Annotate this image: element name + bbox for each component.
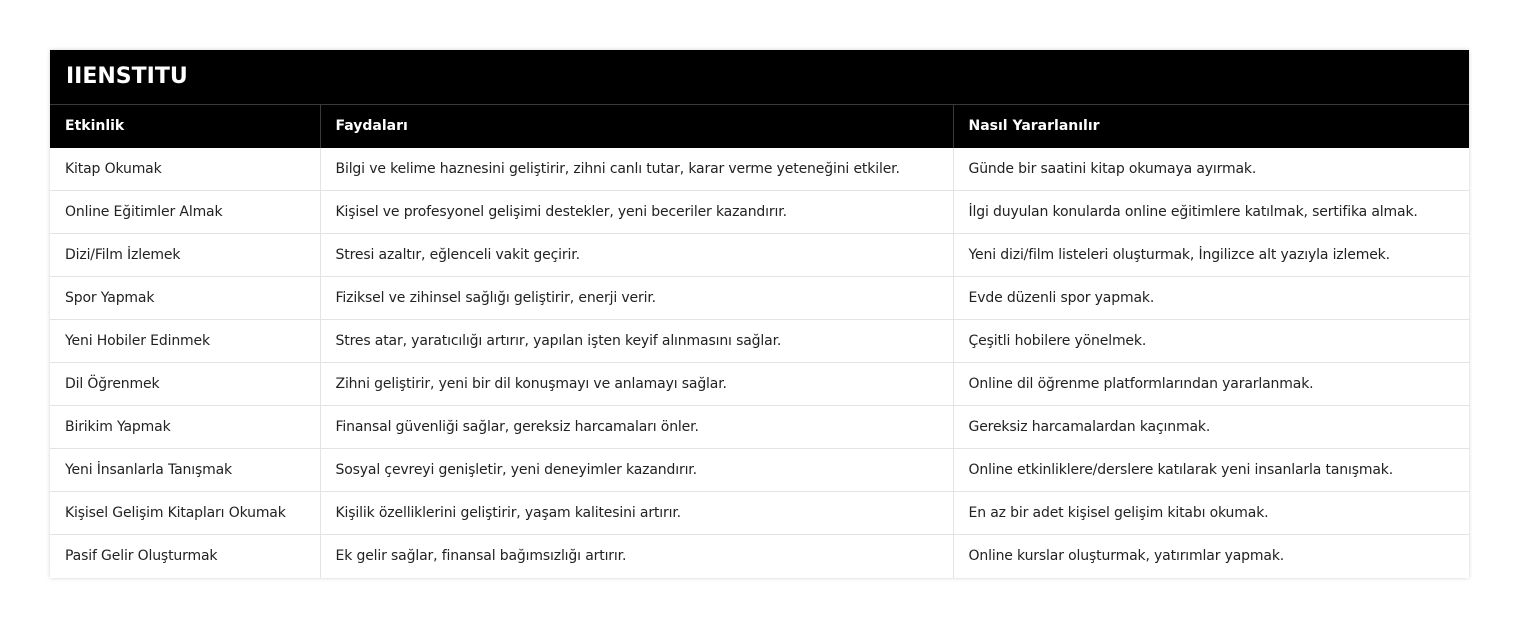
- activity-cell: Dizi/Film İzlemek: [50, 234, 320, 277]
- column-header-benefits: Faydaları: [320, 105, 953, 148]
- table-row: [50, 320, 1469, 363]
- column-header-activity: Etkinlik: [50, 105, 320, 148]
- activity-cell: Yeni İnsanlarla Tanışmak: [50, 449, 320, 492]
- table-row: [50, 406, 1469, 449]
- benefits-cell: Fiziksel ve zihinsel sağlığı geliştirir, enerji verir.: [320, 277, 953, 320]
- table-row: [50, 148, 1469, 191]
- benefits-cell: Bilgi ve kelime haznesini geliştirir, zihni canlı tutar, karar verme yeteneğini etkiler.: [320, 148, 953, 191]
- benefits-cell: Ek gelir sağlar, finansal bağımsızlığı artırır.: [320, 535, 953, 578]
- how-to-use-cell: En az bir adet kişisel gelişim kitabı okumak.: [953, 492, 1469, 535]
- how-to-use-cell: İlgi duyulan konularda online eğitimlere katılmak, sertifika almak.: [953, 191, 1469, 234]
- how-to-use-cell: Online dil öğrenme platformlarından yararlanmak.: [953, 363, 1469, 406]
- benefits-cell: Stres atar, yaratıcılığı artırır, yapılan işten keyif alınmasını sağlar.: [320, 320, 953, 363]
- table-row: [50, 191, 1469, 234]
- table-row: [50, 492, 1469, 535]
- activity-cell: Dil Öğrenmek: [50, 363, 320, 406]
- how-to-use-cell: Çeşitli hobilere yönelmek.: [953, 320, 1469, 363]
- activity-cell: Yeni Hobiler Edinmek: [50, 320, 320, 363]
- activity-cell: Birikim Yapmak: [50, 406, 320, 449]
- activity-cell: Pasif Gelir Oluşturmak: [50, 535, 320, 578]
- benefits-cell: Stresi azaltır, eğlenceli vakit geçirir.: [320, 234, 953, 277]
- benefits-cell: Kişisel ve profesyonel gelişimi destekler, yeni beceriler kazandırır.: [320, 191, 953, 234]
- table-title: IIENSTITU: [50, 50, 1469, 104]
- activity-cell: Spor Yapmak: [50, 277, 320, 320]
- table-row: [50, 535, 1469, 578]
- activity-cell: Kitap Okumak: [50, 148, 320, 191]
- activity-cell: Online Eğitimler Almak: [50, 191, 320, 234]
- activities-table-container: [50, 50, 1469, 578]
- activities-table: [50, 104, 1469, 578]
- table-row: [50, 363, 1469, 406]
- table-row: [50, 234, 1469, 277]
- how-to-use-cell: Günde bir saatini kitap okumaya ayırmak.: [968, 160, 1257, 177]
- benefits-cell: Sosyal çevreyi genişletir, yeni deneyimler kazandırır.: [320, 449, 953, 492]
- how-to-use-cell: Online etkinliklere/derslere katılarak yeni insanlarla tanışmak.: [953, 449, 1469, 492]
- how-to-use-cell: Online kurslar oluşturmak, yatırımlar yapmak.: [953, 535, 1469, 578]
- how-to-use-cell: Evde düzenli spor yapmak.: [953, 277, 1469, 320]
- benefits-cell: Finansal güvenliği sağlar, gereksiz harcamaları önler.: [320, 406, 953, 449]
- header-row: [50, 105, 1469, 148]
- how-to-use-cell: Gereksiz harcamalardan kaçınmak.: [953, 406, 1469, 449]
- table-row: [50, 277, 1469, 320]
- benefits-cell: Kişilik özelliklerini geliştirir, yaşam kalitesini artırır.: [320, 492, 953, 535]
- table-row: [50, 449, 1469, 492]
- column-header-how-to-use: Nasıl Yararlanılır: [953, 105, 1469, 148]
- benefits-cell: Zihni geliştirir, yeni bir dil konuşmayı ve anlamayı sağlar.: [320, 363, 953, 406]
- how-to-use-cell: Yeni dizi/film listeleri oluşturmak, İngilizce alt yazıyla izlemek.: [953, 234, 1469, 277]
- activity-cell: Kişisel Gelişim Kitapları Okumak: [50, 492, 320, 535]
